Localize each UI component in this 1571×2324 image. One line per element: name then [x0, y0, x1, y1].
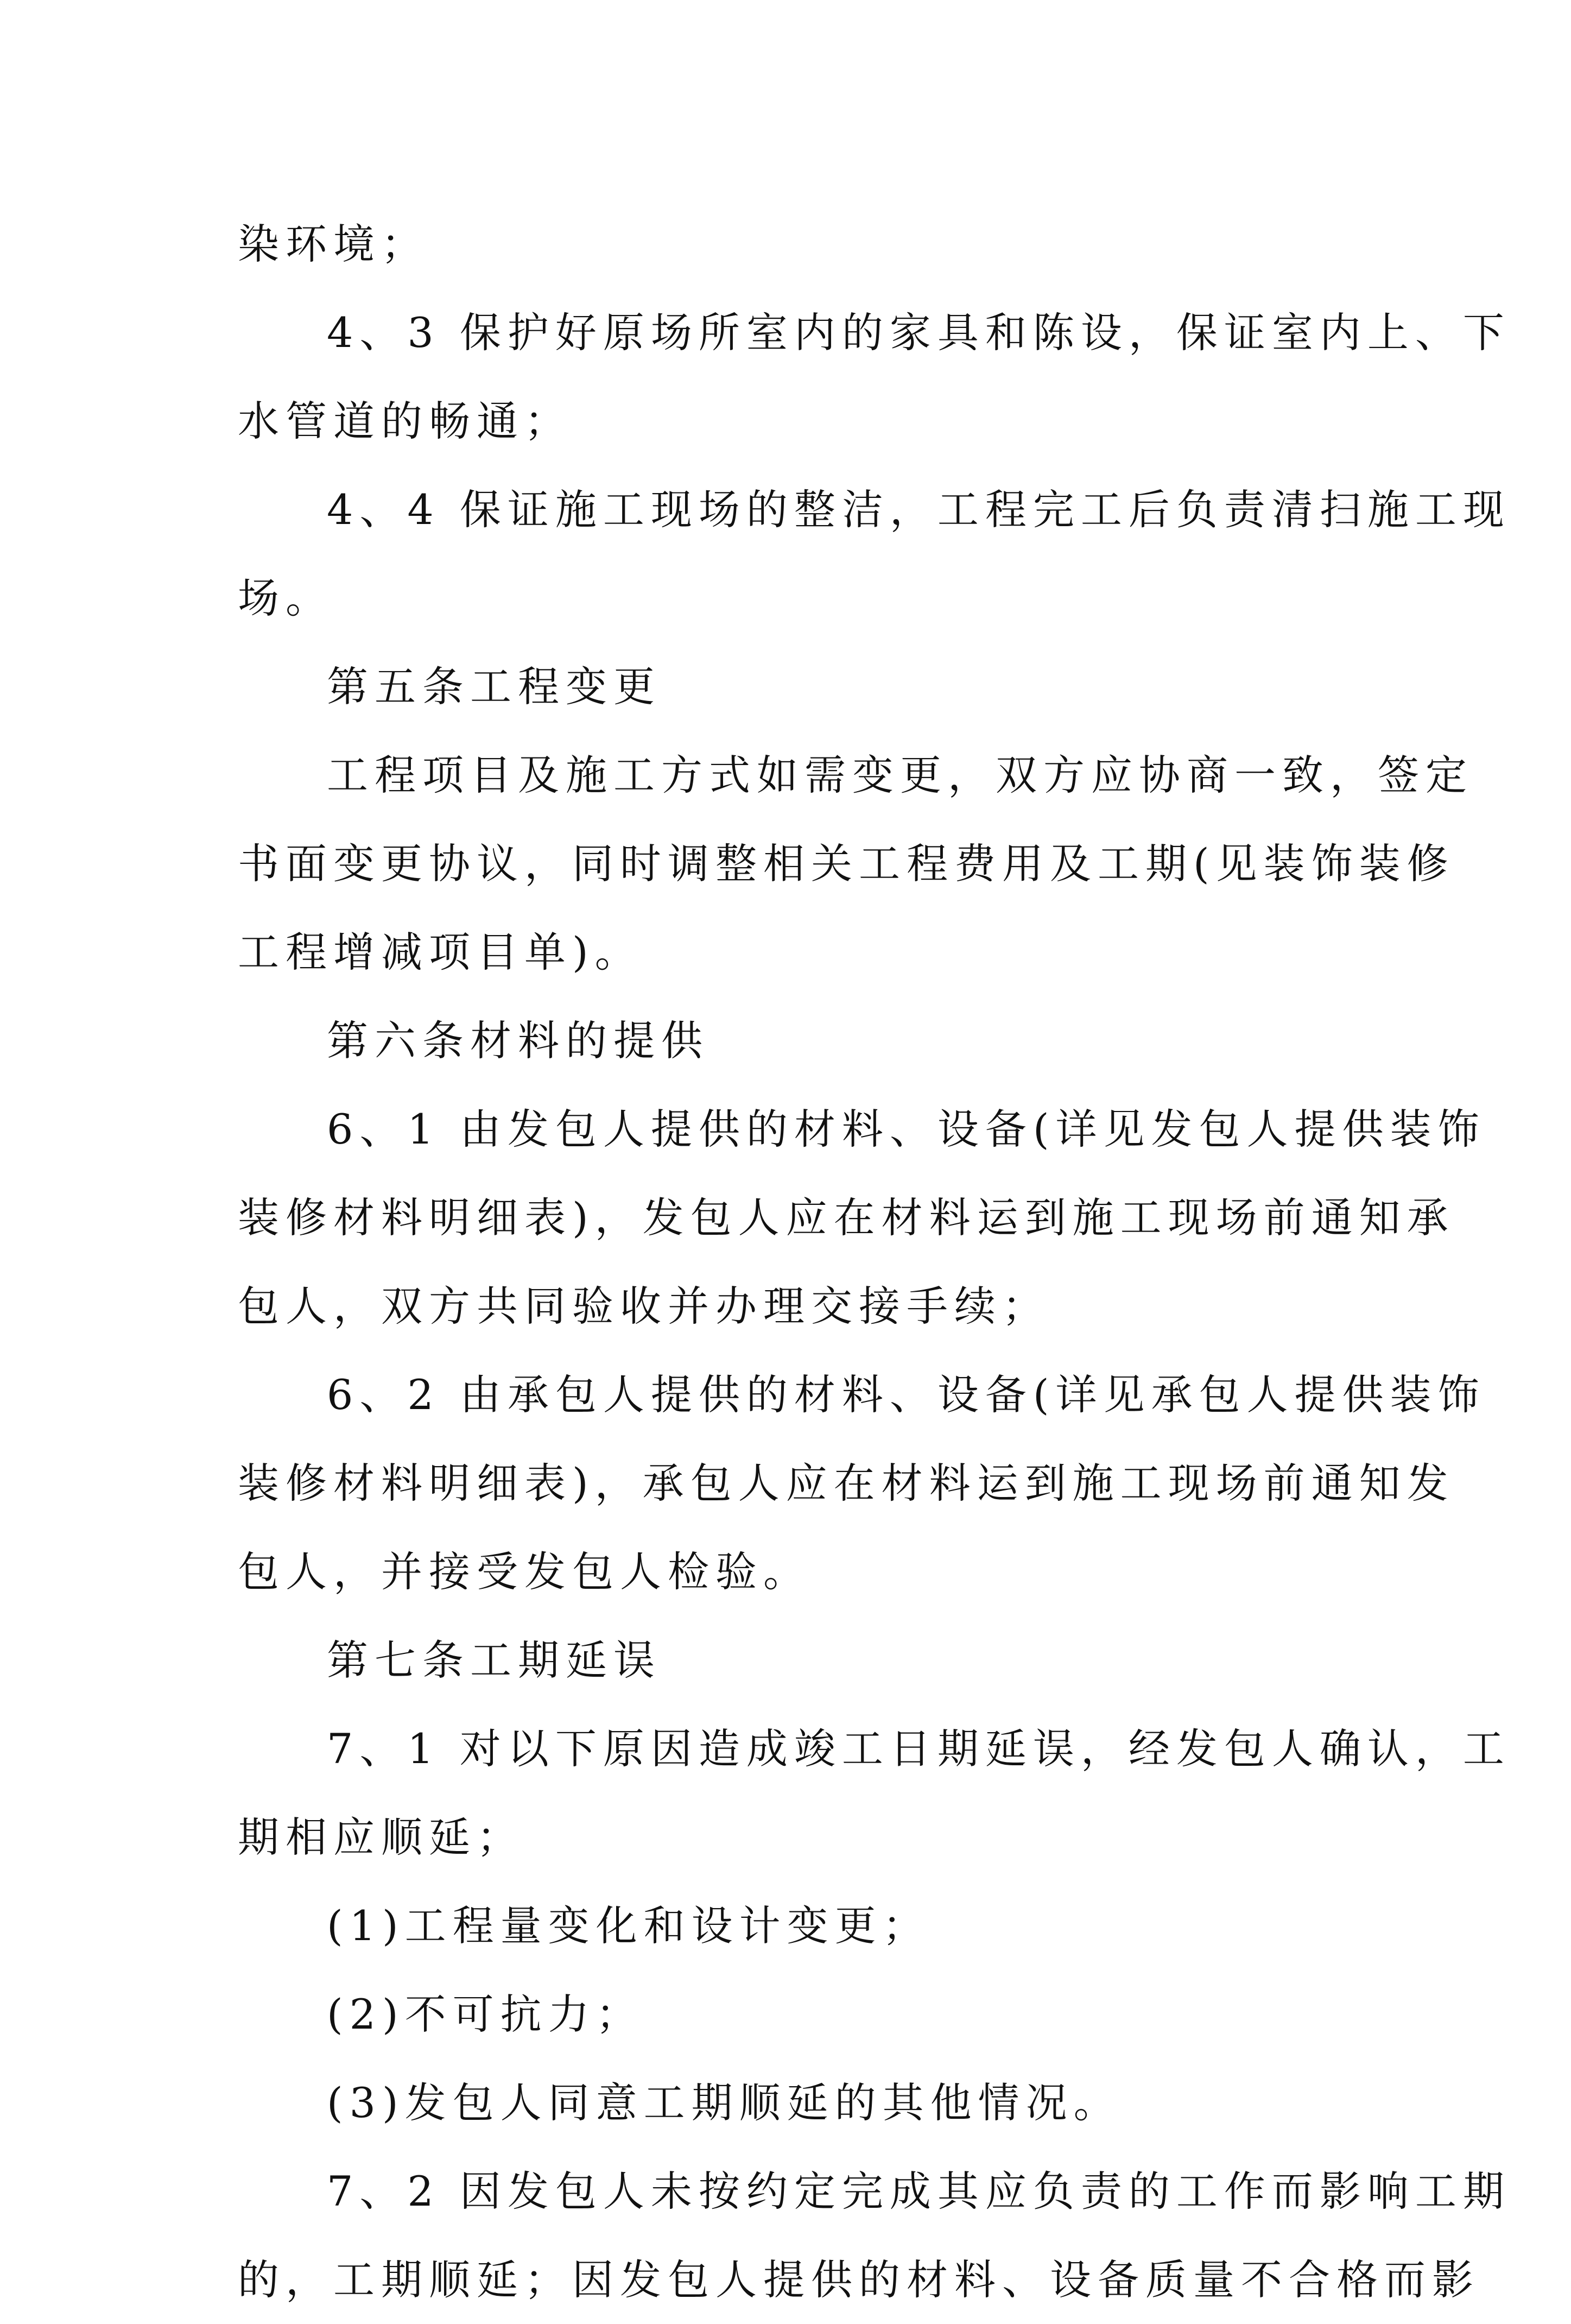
section-heading: 第六条材料的提供 [327, 1016, 709, 1065]
text-line: 装修材料明细表)，发包人应在材料运到施工现场前通知承 [238, 1193, 1455, 1242]
list-item: (2)不可抗力； [327, 1990, 644, 2038]
list-item: (3)发包人同意工期顺延的其他情况。 [327, 2079, 1122, 2127]
text-line: 工程增减项目单)。 [238, 928, 643, 976]
text-line: 6、2 由承包人提供的材料、设备(详见承包人提供装饰 [327, 1371, 1486, 1419]
text-line: 场。 [238, 574, 333, 622]
text-line: 4、4 保证施工现场的整洁，工程完工后负责清扫施工现 [327, 485, 1511, 534]
text-line: 染环境； [238, 220, 429, 268]
text-line: 6、1 由发包人提供的材料、设备(详见发包人提供装饰 [327, 1105, 1486, 1153]
text-line: 水管道的畅通； [238, 397, 572, 445]
list-item: (1)工程量变化和设计变更； [327, 1902, 930, 1950]
text-line: 包人，并接受发包人检验。 [238, 1548, 811, 1596]
text-line: 书面变更协议，同时调整相关工程费用及工期(见装饰装修 [238, 839, 1455, 888]
document-body [238, 200, 1511, 2324]
text-line: 装修材料明细表)，承包人应在材料运到施工现场前通知发 [238, 1459, 1455, 1507]
section-heading: 第七条工期延误 [327, 1636, 661, 1684]
text-line: 4、3 保护好原场所室内的家具和陈设，保证室内上、下 [327, 308, 1511, 357]
text-line: 期相应顺延； [238, 1813, 524, 1861]
text-line: 的，工期顺延；因发包人提供的材料、设备质量不合格而影 [238, 2256, 1480, 2304]
text-line: 7、2 因发包人未按约定完成其应负责的工作而影响工期 [327, 2167, 1511, 2215]
text-line: 包人，双方共同验收并办理交接手续； [238, 1282, 1050, 1330]
section-heading: 第五条工程变更 [327, 662, 661, 711]
text-line: 工程项目及施工方式如需变更，双方应协商一致，签定 [327, 751, 1473, 799]
text-line: 7、1 对以下原因造成竣工日期延误，经发包人确认，工 [327, 1725, 1511, 1773]
